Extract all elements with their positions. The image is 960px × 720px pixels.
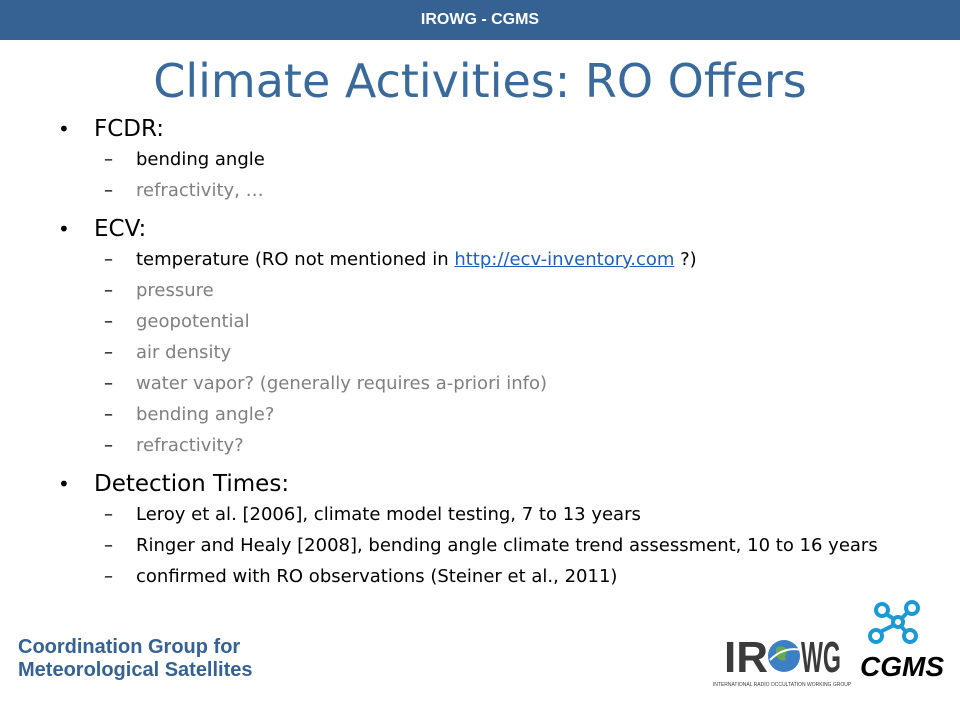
detection-list <box>58 499 908 592</box>
list-item-text: refractivity? <box>136 435 244 456</box>
section-heading: ECV: <box>94 216 147 242</box>
list-item <box>58 337 908 368</box>
dash-icon: – <box>104 504 113 525</box>
svg-text:IR: IR <box>724 633 768 682</box>
dash-icon: – <box>104 311 113 332</box>
list-item-text: confirmed with RO observations (Steiner et al., 2011) <box>136 566 618 587</box>
section-ecv <box>58 214 908 244</box>
section-heading: Detection Times: <box>94 471 290 497</box>
dash-icon: – <box>104 435 113 456</box>
list-item-text: bending angle? <box>136 404 275 425</box>
slide-content <box>58 114 908 592</box>
dash-icon: – <box>104 373 113 394</box>
list-item-text: Leroy et al. [2006], climate model testing, 7 to 13 years <box>136 504 641 525</box>
list-item <box>58 306 908 337</box>
slide-title: Climate Activities: RO Offers <box>153 54 807 108</box>
list-item <box>58 530 908 561</box>
list-item <box>58 430 908 461</box>
dash-icon: – <box>104 404 113 425</box>
header-label: IROWG - CGMS <box>420 11 540 28</box>
cgms-logo <box>852 600 952 684</box>
org-name-line-1: Coordination Group for <box>18 636 241 658</box>
dash-icon: – <box>104 566 113 587</box>
dash-icon: – <box>104 149 113 170</box>
list-item <box>58 144 908 175</box>
list-item-text: refractivity, … <box>136 180 264 201</box>
list-item-text: bending angle <box>136 149 265 170</box>
bullet-icon: • <box>58 472 70 496</box>
cgms-logo-text: CGMS <box>860 651 944 682</box>
dash-icon: – <box>104 280 113 301</box>
irowg-logo <box>712 620 852 692</box>
bullet-icon: • <box>58 117 70 141</box>
list-item-text: water vapor? (generally requires a-priori info) <box>136 373 547 394</box>
list-item-text: pressure <box>136 280 214 301</box>
dash-icon: – <box>104 180 113 201</box>
list-item-text: temperature (RO not mentioned in <box>136 249 455 270</box>
list-item-text: Ringer and Healy [2008], bending angle climate trend assessment, 10 to 16 years <box>136 535 878 556</box>
ecv-inventory-link[interactable]: http://ecv-inventory.com <box>454 249 675 270</box>
list-item <box>58 499 908 530</box>
dash-icon: – <box>104 249 113 270</box>
dash-icon: – <box>104 535 113 556</box>
header-bar <box>0 0 960 40</box>
ecv-list <box>58 244 908 461</box>
section-heading: FCDR: <box>94 116 165 142</box>
cgms-org-name <box>18 636 253 682</box>
list-item <box>58 244 908 275</box>
list-item-text: geopotential <box>136 311 250 332</box>
list-item <box>58 399 908 430</box>
list-item-text: air density <box>136 342 232 363</box>
org-name-line-2: Meteorological Satellites <box>18 659 253 681</box>
section-detection-times <box>58 469 908 499</box>
list-item <box>58 561 908 592</box>
list-item-text: ?) <box>674 249 697 270</box>
list-item <box>58 275 908 306</box>
dash-icon: – <box>104 342 113 363</box>
section-fcdr <box>58 114 908 144</box>
svg-text:WG: WG <box>801 633 841 682</box>
satellite-network-icon <box>870 602 918 642</box>
bullet-icon: • <box>58 217 70 241</box>
fcdr-list <box>58 144 908 206</box>
irowg-logo-subtitle: INTERNATIONAL RADIO OCCULTATION WORKING GROUP <box>712 682 852 688</box>
list-item <box>58 368 908 399</box>
list-item <box>58 175 908 206</box>
